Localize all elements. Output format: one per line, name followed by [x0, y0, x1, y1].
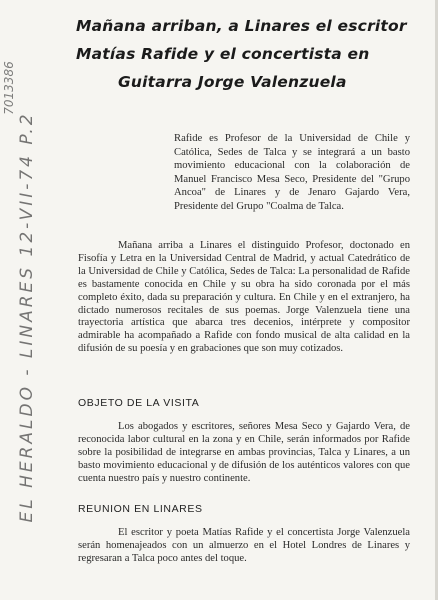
headline-line-2: Matías Rafide y el concertista en [76, 45, 370, 63]
subheading-reunion: REUNION EN LINARES [78, 503, 203, 515]
handwritten-source-note: EL HERALDO - LINARES 12-VII-74 P.2 [17, 111, 37, 523]
headline-line-3: Guitarra Jorge Valenzuela [118, 73, 347, 91]
headline [76, 12, 416, 96]
body-paragraph-3: El escritor y poeta Matías Rafide y el concertista Jorge Valenzuela serán homenajeados con un almuerzo en el Hotel Londres de Linares y regresaran a Talca poco antes del toque. [78, 527, 410, 565]
headline-line-1: Mañana arriban, a Linares el escritor [76, 17, 407, 35]
intro-paragraph: Rafide es Profesor de la Universidad de Chile y Católica, Sedes de Talca y se integrará a un basto movimiento educacional con la colaboración de Manuel Francisco Mesa Seco, Presidente del "Grupo Ancoa" de Linares y de Jenaro Gajardo Vera, Presidente del Grupo "Coalma de Talca. [174, 133, 410, 212]
archive-code: 7013386 [2, 61, 16, 115]
body-paragraph-1: Mañana arriba a Linares el distinguido Profesor, doctonado en Fisofía y Letra en la Universidad Central de Madrid, y actual Catedrático de la Universidad de Chile y Católica, Sedes de Talca: La personalidad de Rafide es bastamente conocida en Chile y su obra ha sido coronada por el más completo éxito, dada su preparación y cultura. En Chile y en el extranjero, ha dictado numerosos recitales de sus poemas. Jorge Valenzuela tiene una trayectoria artística que abarca tres decenios, intérprete y compositor admirable ha acompañado a Rafide con fondo musical de alta calidad en la difusión de su poesía y en grabaciones que son muy cotizados. [78, 240, 410, 355]
subheading-objeto: OBJETO DE LA VISITA [78, 397, 200, 409]
body-paragraph-2: Los abogados y escritores, señores Mesa Seco y Gajardo Vera, de reconocida labor cultural en la zona y en Chile, serán informados por Rafide sobre la posibilidad de integrarse en ambas provincias, Talca y Linares, a un basto movimiento educacional y de difusión de los auténticos valores con que cuenta nuestro país y nuestro continente. [78, 421, 410, 485]
